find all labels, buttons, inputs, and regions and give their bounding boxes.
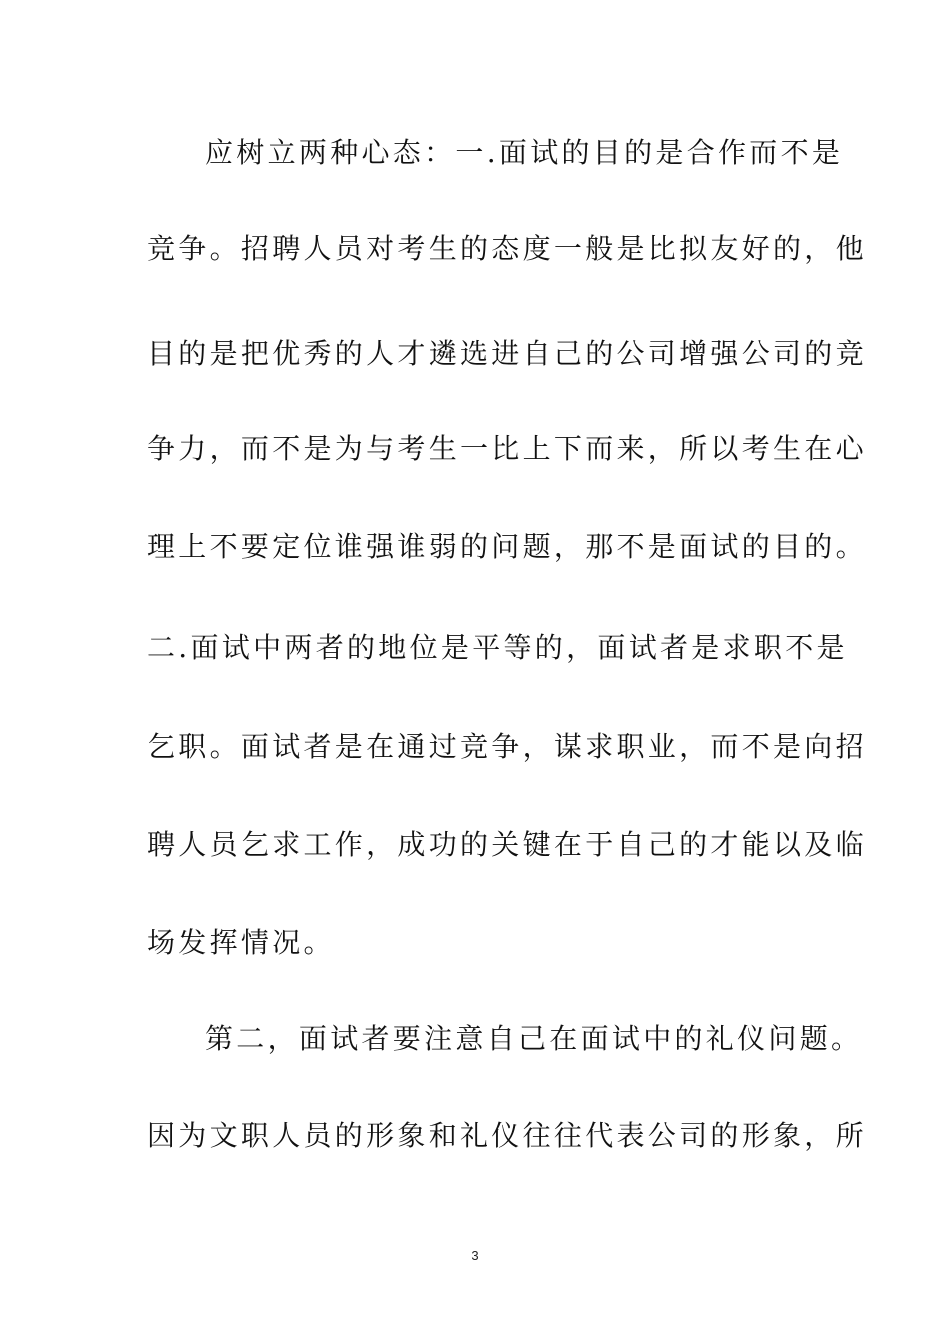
text-line-9: 场发挥情况。 [147, 926, 335, 959]
text-line-2: 竞争。招聘人员对考生的态度一般是比拟友好的，他 [147, 232, 867, 265]
text-line-6: 二.面试中两者的地位是平等的，面试者是求职不是 [147, 631, 848, 664]
text-line-4: 争力，而不是为与考生一比上下而来，所以考生在心 [147, 432, 867, 465]
text-line-11: 因为文职人员的形象和礼仪往往代表公司的形象，所 [147, 1119, 867, 1152]
text-line-1: 应树立两种心态：一.面试的目的是合作而不是 [205, 136, 844, 169]
text-line-7: 乞职。面试者是在通过竞争，谋求职业，而不是向招 [147, 730, 867, 763]
page-number: 3 [471, 1248, 479, 1263]
text-line-3: 目的是把优秀的人才遴选进自己的公司增强公司的竞 [147, 337, 867, 370]
text-line-5: 理上不要定位谁强谁弱的问题，那不是面试的目的。 [147, 530, 867, 563]
text-line-10: 第二，面试者要注意自己在面试中的礼仪问题。 [205, 1022, 863, 1055]
text-line-8: 聘人员乞求工作，成功的关键在于自己的才能以及临 [147, 828, 867, 861]
